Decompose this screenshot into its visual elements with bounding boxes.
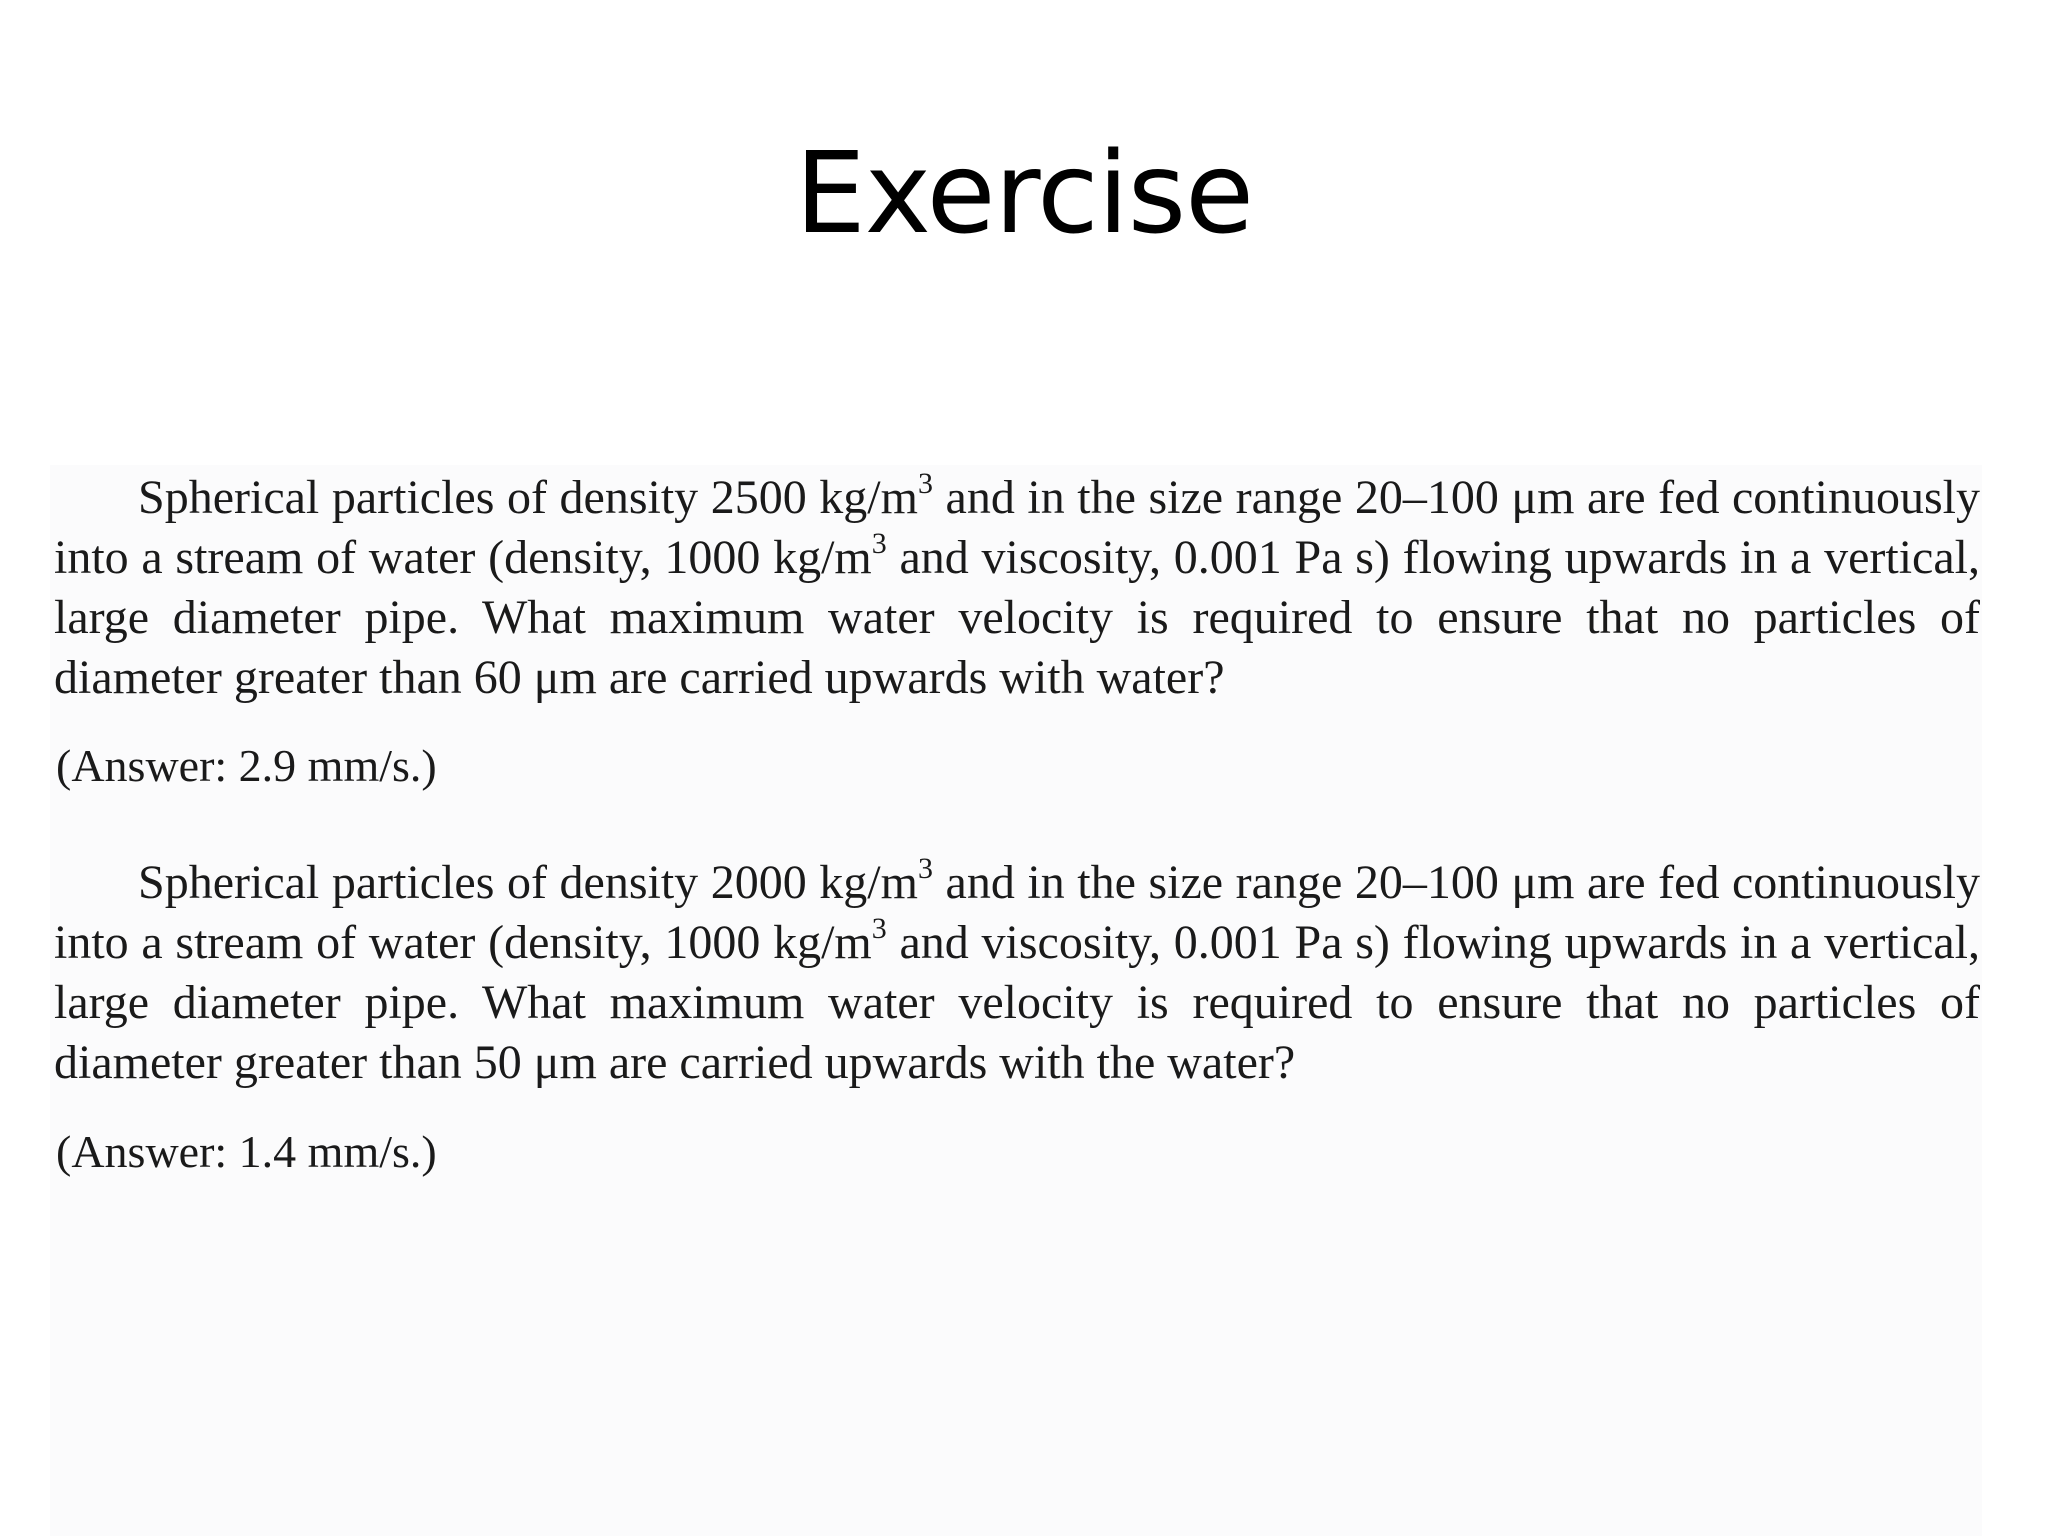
exercise-2-question	[54, 853, 1980, 1093]
slide-title: Exercise	[794, 129, 1254, 259]
exercise-1-superscript-1: 3	[917, 467, 933, 500]
exercise-1-superscript-2: 3	[871, 527, 887, 560]
exercise-2-answer: (Answer: 1.4 mm/s.)	[56, 1126, 437, 1177]
exercise-2-superscript-2: 3	[871, 912, 887, 945]
exercise-1-text-part3: and viscosity, 0.001 Pa s) flowing upwards in a vertical, large diameter pipe. What maximum water velocity is required to ensure that no particles of diameter greater than 60 μm are carried upwards with water?	[54, 531, 1980, 704]
exercise-2-text-part3: and viscosity, 0.001 Pa s) flowing upwards in a vertical, large diameter pipe. What maximum water velocity is required to ensure that no particles of diameter greater than 50 μm are carried upwards with the water?	[54, 916, 1980, 1089]
exercise-2-text-part1: Spherical particles of density 2000 kg/m	[138, 856, 918, 909]
exercise-1-question	[54, 468, 1980, 708]
exercise-2-text-part2: and in the size range 20–100 μm are fed continuously into a stream of water (density, 1000 kg/m	[54, 856, 1980, 969]
exercise-1-answer: (Answer: 2.9 mm/s.)	[56, 740, 437, 791]
exercise-2-superscript-1: 3	[917, 852, 933, 885]
exercise-1-text-part1: Spherical particles of density 2500 kg/m	[138, 471, 918, 524]
exercise-1-text-part2: and in the size range 20–100 μm are fed continuously into a stream of water (density, 1000 kg/m	[54, 471, 1980, 584]
